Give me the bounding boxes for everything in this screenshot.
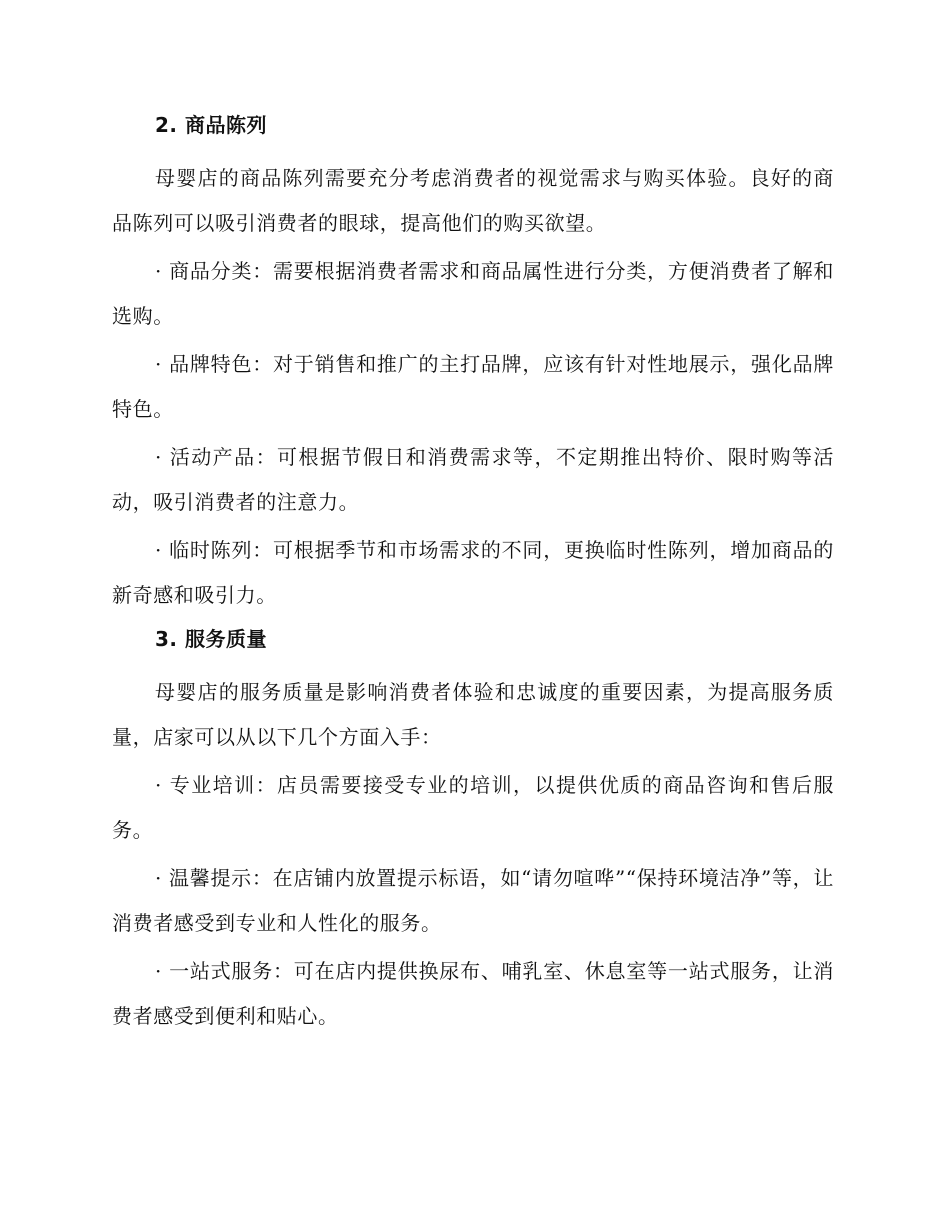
section-intro-paragraph: 母婴店的服务质量是影响消费者体验和忠诚度的重要因素，为提高服务质量，店家可以从以下几个方面入手： bbox=[112, 680, 834, 749]
section-service-quality bbox=[112, 622, 834, 1039]
bullet-paragraph: · 专业培训：店员需要接受专业的培训，以提供优质的商品咨询和售后服务。 bbox=[112, 773, 834, 842]
bullet-paragraph: · 商品分类：需要根据消费者需求和商品属性进行分类，方便消费者了解和选购。 bbox=[112, 259, 834, 328]
section-heading: 3. 服务质量 bbox=[155, 627, 267, 651]
section-product-display bbox=[112, 108, 834, 618]
bullet-paragraph: · 临时陈列：可根据季节和市场需求的不同，更换临时性陈列，增加商品的新奇感和吸引力。 bbox=[112, 538, 834, 607]
bullet-paragraph: · 温馨提示：在店铺内放置提示标语，如“请勿喧哗”“保持环境洁净”等，让消费者感受到专业和人性化的服务。 bbox=[112, 866, 834, 935]
bullet-paragraph: · 一站式服务：可在店内提供换尿布、哺乳室、休息室等一站式服务，让消费者感受到便利和贴心。 bbox=[112, 959, 834, 1028]
section-heading: 2. 商品陈列 bbox=[155, 113, 267, 137]
document-body bbox=[112, 108, 834, 1042]
section-intro-paragraph: 母婴店的商品陈列需要充分考虑消费者的视觉需求与购买体验。良好的商品陈列可以吸引消费者的眼球，提高他们的购买欲望。 bbox=[112, 166, 834, 235]
bullet-paragraph: · 品牌特色：对于销售和推广的主打品牌，应该有针对性地展示，强化品牌特色。 bbox=[112, 352, 834, 421]
bullet-paragraph: · 活动产品：可根据节假日和消费需求等，不定期推出特价、限时购等活动，吸引消费者的注意力。 bbox=[112, 445, 834, 514]
